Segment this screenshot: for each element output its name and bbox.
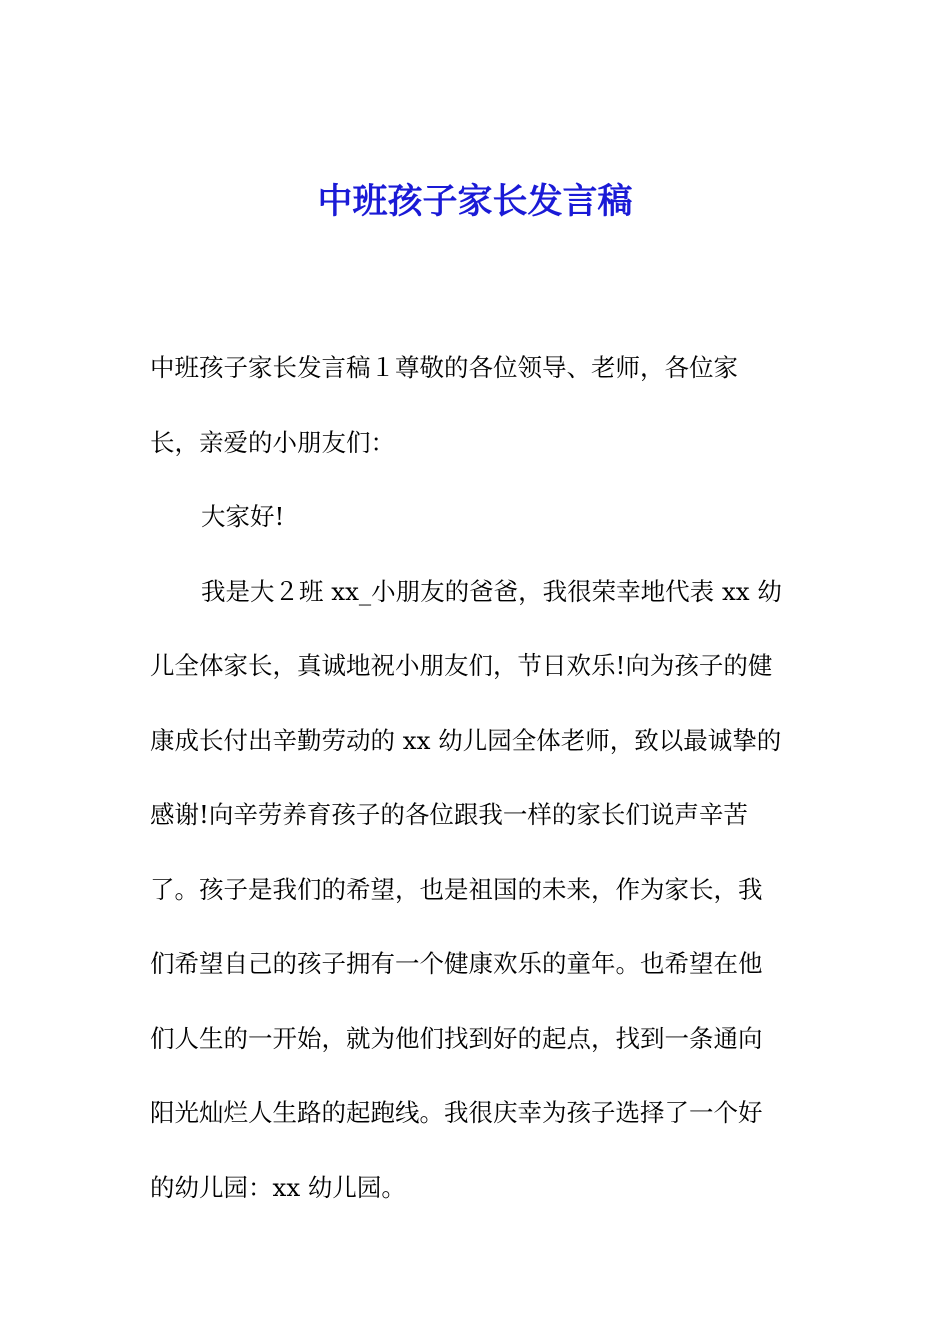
- body-line: 了。孩子是我们的希望，也是祖国的未来，作为家长，我: [150, 874, 763, 904]
- body-line: 儿全体家长，真诚地祝小朋友们，节日欢乐!向为孩子的健: [150, 651, 773, 680]
- body-line: 阳光灿烂人生路的起跑线。我很庆幸为孩子选择了一个好: [150, 1098, 763, 1127]
- body-line: 康成长付出辛勤劳动的 xx 幼儿园全体老师，致以最诚挚的: [150, 725, 782, 755]
- body-line: 的幼儿园：xx 幼儿园。: [150, 1172, 406, 1202]
- body-line: 们希望自己的孩子拥有一个健康欢乐的童年。也希望在他: [150, 949, 763, 978]
- greeting-line: 大家好!: [201, 502, 285, 531]
- body-line: 感谢!向辛劳养育孩子的各位跟我一样的家长们说声辛苦: [150, 800, 748, 829]
- document-body: [150, 331, 810, 1225]
- document-title: 中班孩子家长发言稿: [317, 181, 633, 222]
- body-line: 长，亲爱的小朋友们：: [150, 427, 395, 457]
- body-line: 我是大２班 xx_小朋友的爸爸，我很荣幸地代表 xx 幼: [201, 576, 782, 606]
- body-line: 们人生的一开始，就为他们找到好的起点，找到一条通向: [150, 1023, 763, 1053]
- body-line: 中班孩子家长发言稿１尊敬的各位领导、老师，各位家: [150, 353, 738, 382]
